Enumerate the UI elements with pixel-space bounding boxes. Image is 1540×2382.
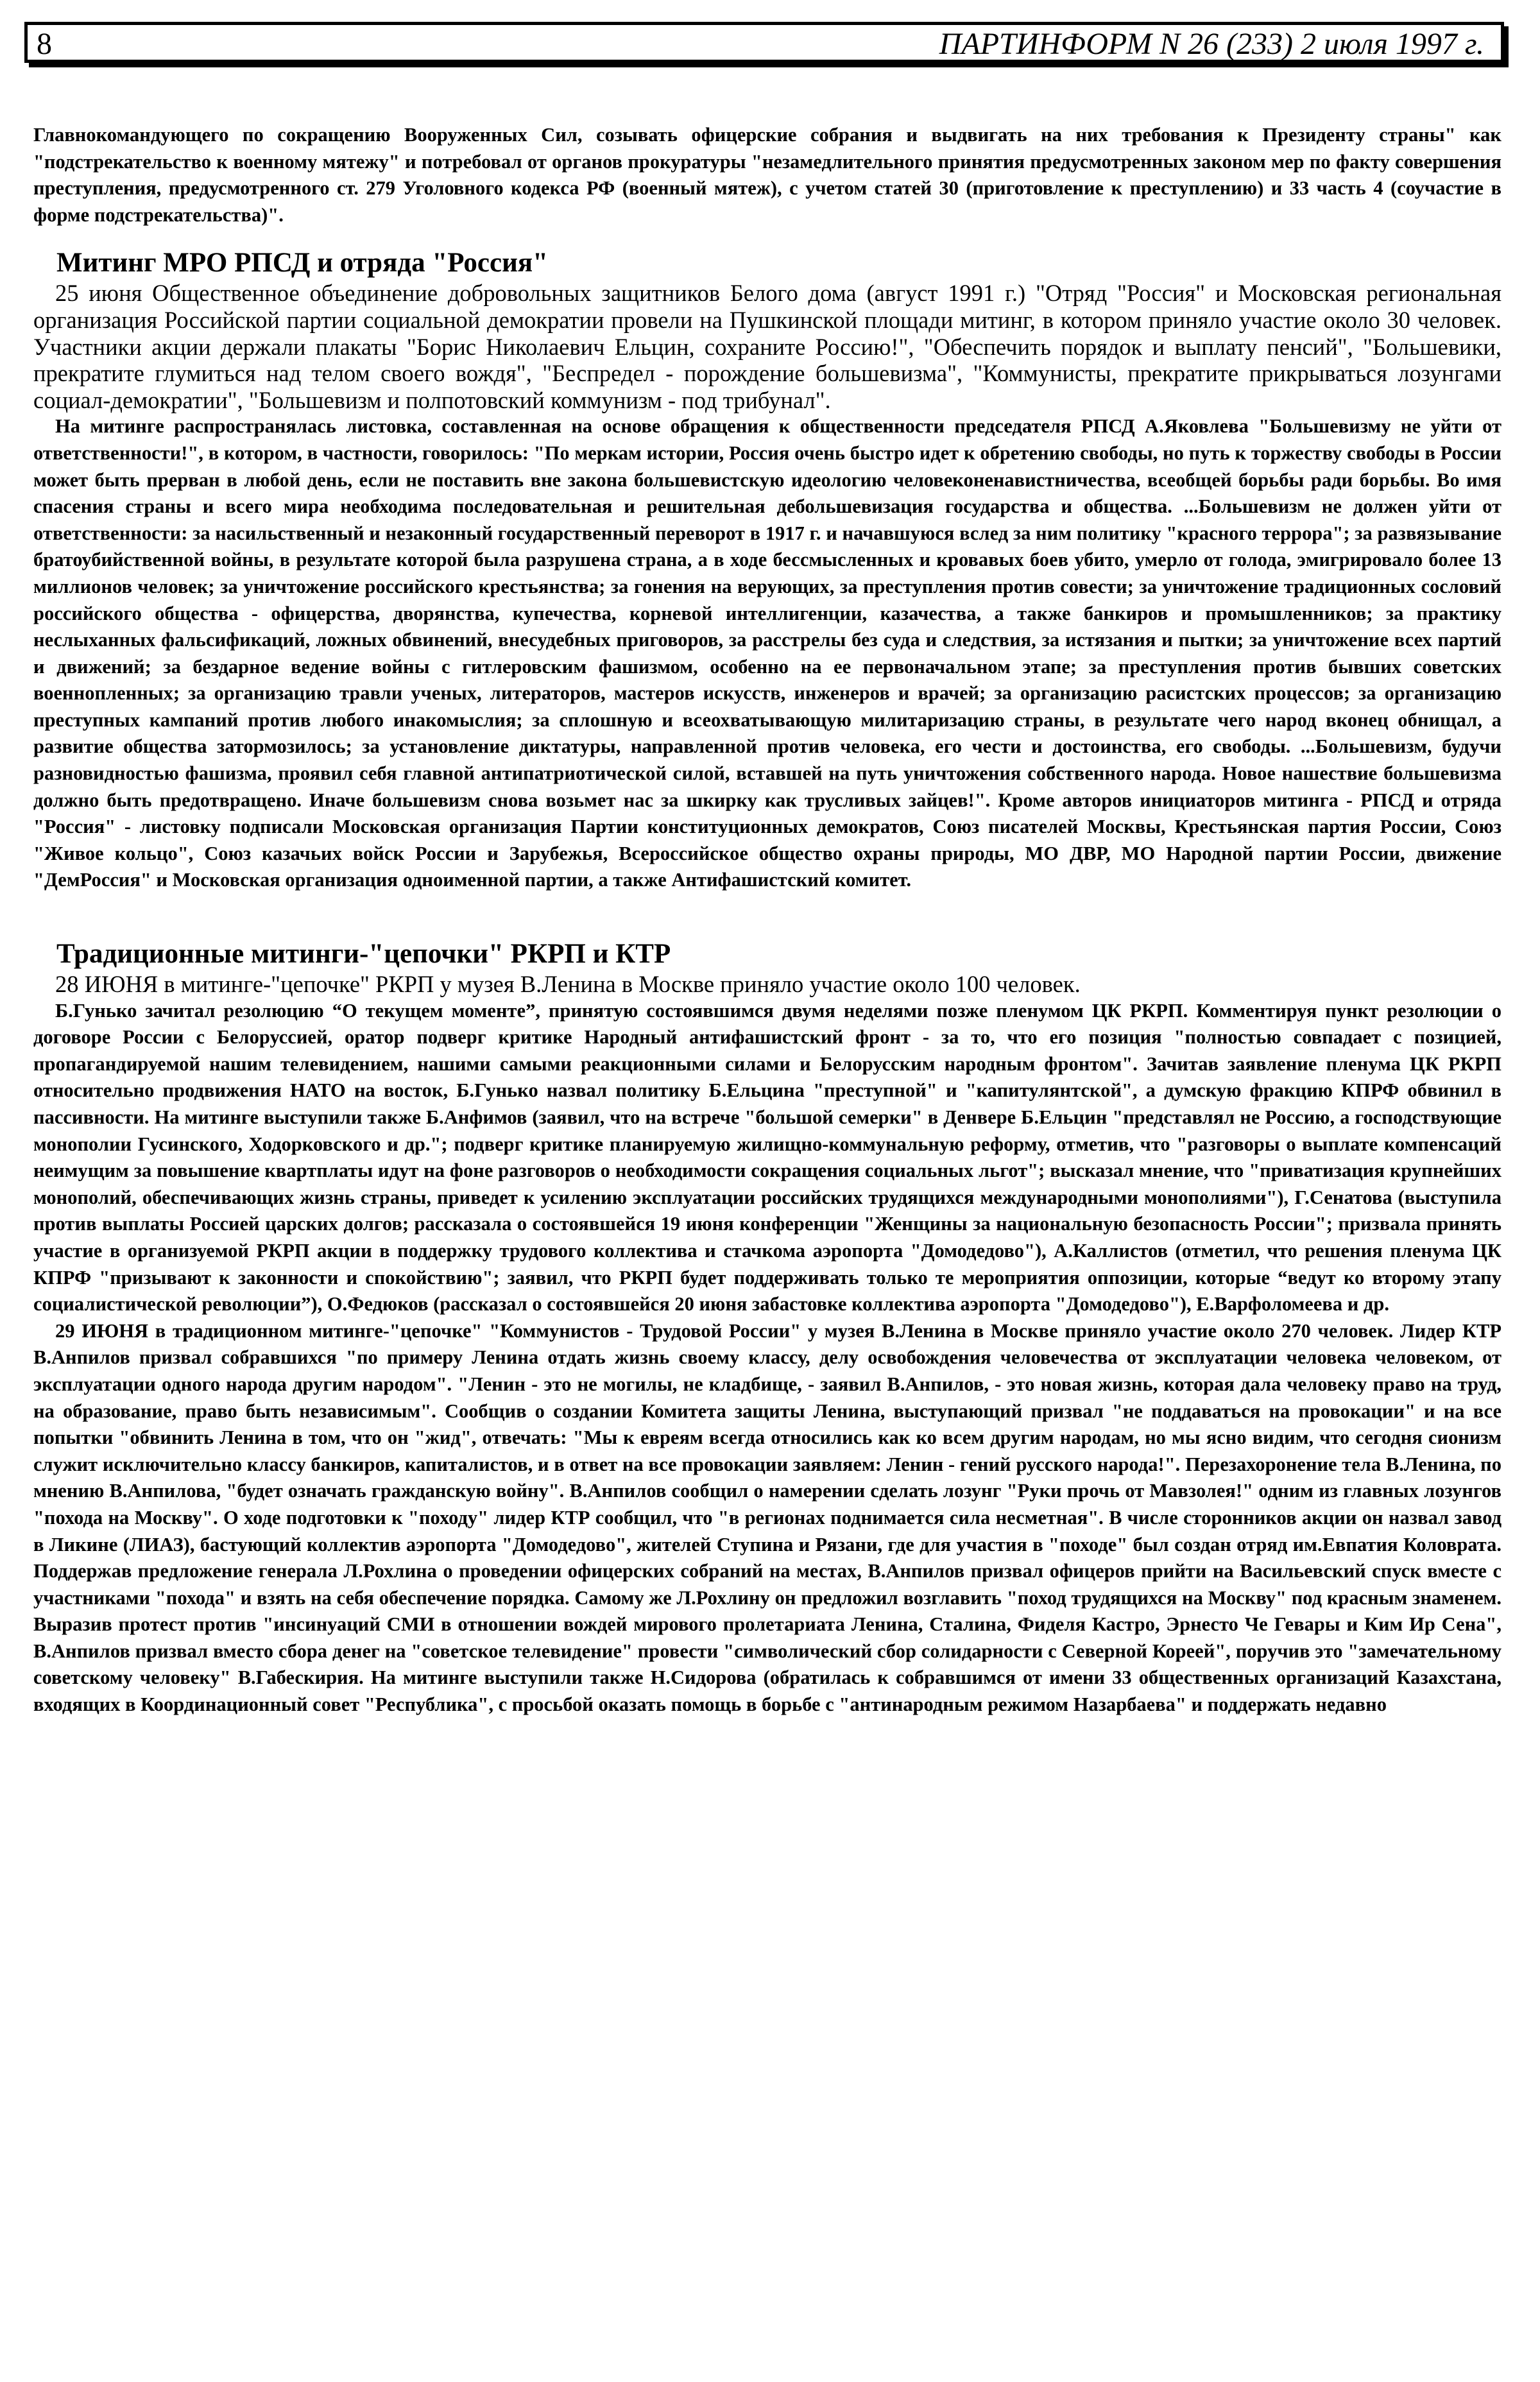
issue-title: ПАРТИНФОРМ N 26 (233) 2 июля 1997 г. bbox=[939, 27, 1484, 61]
page-number: 8 bbox=[37, 27, 52, 61]
section-title-rally-rpsd: Митинг МРО РПСД и отряда "Россия" bbox=[56, 248, 549, 278]
section1-lead: 25 июня Общественное объединение добровольных защитников Белого дома (август 1991 г.) "Отряд "Россия" и Московская региональная организация Российской партии социальной демократии провели на Пушкинской площади митинг, в котором приняло участие около 30 человек. Участники акции держали плакаты "Борис Николаевич Ельцин, сохраните Россию!", "Обеспечить порядок и выплату пенсий", "Большевики, прекратите глумиться над телом своего вождя", "Беспредел - порождение большевизма", "Коммунисты, прекратите прикрываться лозунгами социал-демократии", "Большевизм и полпотовский коммунизм - под трибунал". bbox=[33, 280, 1502, 413]
section2-paragraph-1: Б.Гунько зачитал резолюцию “О текущем моменте”, принятую состоявшимся двумя неделями позже пленумом ЦК РКРП. Комментируя пункт резолюции о договоре России с Белоруссией, оратор подверг критике Народный антифашистский фронт - за то, что его позиция "полностью совпадает с позицией, пропагандируемой нашим телевидением, нашими самыми реакционными силами и Белорусским народным фронтом". Зачитав заявление пленума ЦК РКРП относительно продвижения НАТО на восток, Б.Гунько назвал политику Б.Ельцина "преступной" и "капитулянтской", а думскую фракцию КПРФ обвинил в пассивности. На митинге выступили также Б.Анфимов (заявил, что на встрече "большой семерки" в Денвере Б.Ельцин "представлял не Россию, а господствующие монополии Гусинского, Ходорковского и др."; подверг критике планируемую жилищно-коммунальную реформу, отметив, что "разговоры о выплате компенсаций неимущим за повышение квартплаты идут на фоне разговоров о необходимости сокращения социальных льгот"; высказал мнение, что "приватизация крупнейших монополий, обеспечивающих жизнь страны, приведет к усилению эксплуатации российских трудящихся международными монополиями"), Г.Сенатова (выступила против выплаты Россией царских долгов; рассказала о состоявшейся 19 июня конференции "Женщины за национальную безопасность России"; призвала принять участие в организуемой РКРП акции в поддержку трудового коллектива и стачкома аэропорта "Домодедово"), А.Каллистов (отметил, что решения пленума ЦК КПРФ "призывают к законности и спокойствию"; заявил, что РКРП будет поддерживать только те мероприятия оппозиции, которые “ведут ко второму этапу социалистической революции”), О.Федюков (рассказал о состоявшейся 20 июня забастовке коллектива аэропорта "Домодедово"), Е.Варфоломеева и др. bbox=[33, 999, 1502, 1315]
section-title-chain-rallies: Традиционные митинги-"цепочки" РКРП и КТР bbox=[56, 939, 671, 970]
section2-lead: 28 ИЮНЯ в митинге-"цепочке" РКРП у музея В.Ленина в Москве приняло участие около 100 человек. bbox=[55, 971, 1081, 998]
section2-paragraph-2: 29 ИЮНЯ в традиционном митинге-"цепочке" "Коммунистов - Трудовой России" у музея В.Ленина в Москве приняло участие около 270 человек. Лидер КТР В.Анпилов призвал собравшихся "по примеру Ленина отдать жизнь своему классу, делу освобождения человечества от эксплуатации человека человеком, от эксплуатации одного народа другим народом". "Ленин - это не могилы, не кладбище, - заявил В.Анпилов, - это новая жизнь, которая дала человеку право на труд, на образование, право быть независимым". Сообщив о создании Комитета защиты Ленина, выступающий призвал "не поддаваться на провокации" и на все попытки "обвинить Ленина в том, что он "жид", отвечать: "Мы к евреям всегда относились как ко всем другим народам, но мы ясно видим, что сегодня сионизм служит исключительно классу банкиров, капиталистов, и в ответ на все провокации заявляем: Ленин - гений русского народа!". Перезахоронение тела В.Ленина, по мнению В.Анпилова, "будет означать гражданскую войну". В.Анпилов сообщил о намерении сделать лозунг "Руки прочь от Мавзолея!" одним из главных лозунгов "похода на Москву". О ходе подготовки к "походу" лидер КТР сообщил, что "в регионах поднимается сила несметная". В числе сторонников акции он назвал завод в Ликине (ЛИАЗ), бастующий коллектив аэропорта "Домодедово", жителей Ступина и Рязани, где для участия в "походе" был создан отряд им.Евпатия Коловрата. Поддержав предложение генерала Л.Рохлина о проведении офицерских собраний на местах, В.Анпилов призвал офицеров прийти на Васильевский спуск вместе с участниками "похода" и взять на себя обеспечение порядка. Самому же Л.Рохлину он предложил возглавить "поход трудящихся на Москву" под красным знаменем. Выразив протест против "инсинуаций СМИ в отношении вождей мирового пролетариата Ленина, Сталина, Фиделя Кастро, Эрнесто Че Гевары и Ким Ир Сена", В.Анпилов призвал вместо сбора денег на "советское телевидение" провести "символический сбор солидарности с Северной Кореей", поручив это "замечательному советскому человеку" В.Габескирия. На митинге выступили также Н.Сидорова (обратилась к собравшимся от имени 33 общественных организаций Казахстана, входящих в Координационный совет "Республика", с просьбой оказать помощь в борьбе с "антинародным режимом Назарбаева" и поддержать недавно bbox=[33, 1319, 1502, 1716]
section1-body: На митинге распространялась листовка, составленная на основе обращения к общественности председателя РПСД А.Яковлева "Большевизму не уйти от ответственности!", в котором, в частности, говорилось: "По меркам истории, Россия очень быстро идет к обретению свободы, но путь к торжеству свободы в России может быть прерван в любой день, если не поставить вне закона большевистскую идеологию человеконенавистничества, всеобщей борьбы ради борьбы. Во имя спасения страны и всего мира необходима последовательная и решительная дебольшевизация государства и общества. ...Большевизм не должен уйти от ответственности: за насильственный и незаконный государственный переворот в 1917 г. и начавшуюся вслед за ним политику "красного террора"; за развязывание братоубийственной войны, в результате которой была разрушена страна, а в ходе бессмысленных и кровавых боев убито, умерло от голода, эмигрировало более 13 миллионов человек; за уничтожение российского крестьянства; за гонения на верующих, за преступления против совести; за уничтожение традиционных сословий российского общества - офицерства, дворянства, купечества, корневой интеллигенции, казачества, а также банкиров и промышленников; за практику неслыханных фальсификаций, ложных обвинений, внесудебных приговоров, за расстрелы без суда и следствия, за истязания и пытки; за уничтожение всех партий и движений; за бездарное ведение войны с гитлеровским фашизмом, особенно на ее первоначальном этапе; за преступления против бывших советских военнопленных; за организацию травли ученых, литераторов, мастеров искусств, инженеров и врачей; за организацию расистских процессов; за организацию преступных кампаний против любого инакомыслия; за сплошную и всеохватывающую милитаризацию страны, в результате чего народ вконец обнищал, а развитие общества затормозилось; за установление диктатуры, направленной против человека, его чести и достоинства, его свободы. ...Большевизм, будучи разновидностью фашизма, проявил себя главной антипатриотической силой, вставшей на путь уничтожения собственного народа. Новое нашествие большевизма должно быть предотвращено. Иначе большевизм снова возьмет нас за шкирку как трусливых зайцев!". Кроме авторов инициаторов митинга - РПСД и отряда "Россия" - листовку подписали Московская организация Партии конституционных демократов, Союз писателей Москвы, Крестьянская партия России, Союз "Живое кольцо", Союз казачьих войск России и Зарубежья, Всероссийское общество охраны природы, МО ДВР, МО Народной партии России, движение "ДемРоссия" и Московская организация одноименной партии, а также Антифашистский комитет. bbox=[33, 415, 1502, 891]
article-content bbox=[33, 122, 1502, 1718]
intro-paragraph: Главнокомандующего по сокращению Вооруженных Сил, созывать офицерские собрания и выдвигать на них требования к Президенту страны" как "подстрекательство к военному мятежу" и потребовал от органов прокуратуры "незамедлительного принятия предусмотренных законом мер по факту совершения преступления, предусмотренного ст. 279 Уголовного кодекса РФ (военный мятеж), с учетом статей 30 (приготовление к преступлению) и 33 часть 4 (соучастие в форме подстрекательства)". bbox=[33, 124, 1502, 226]
page-header bbox=[24, 22, 1504, 63]
